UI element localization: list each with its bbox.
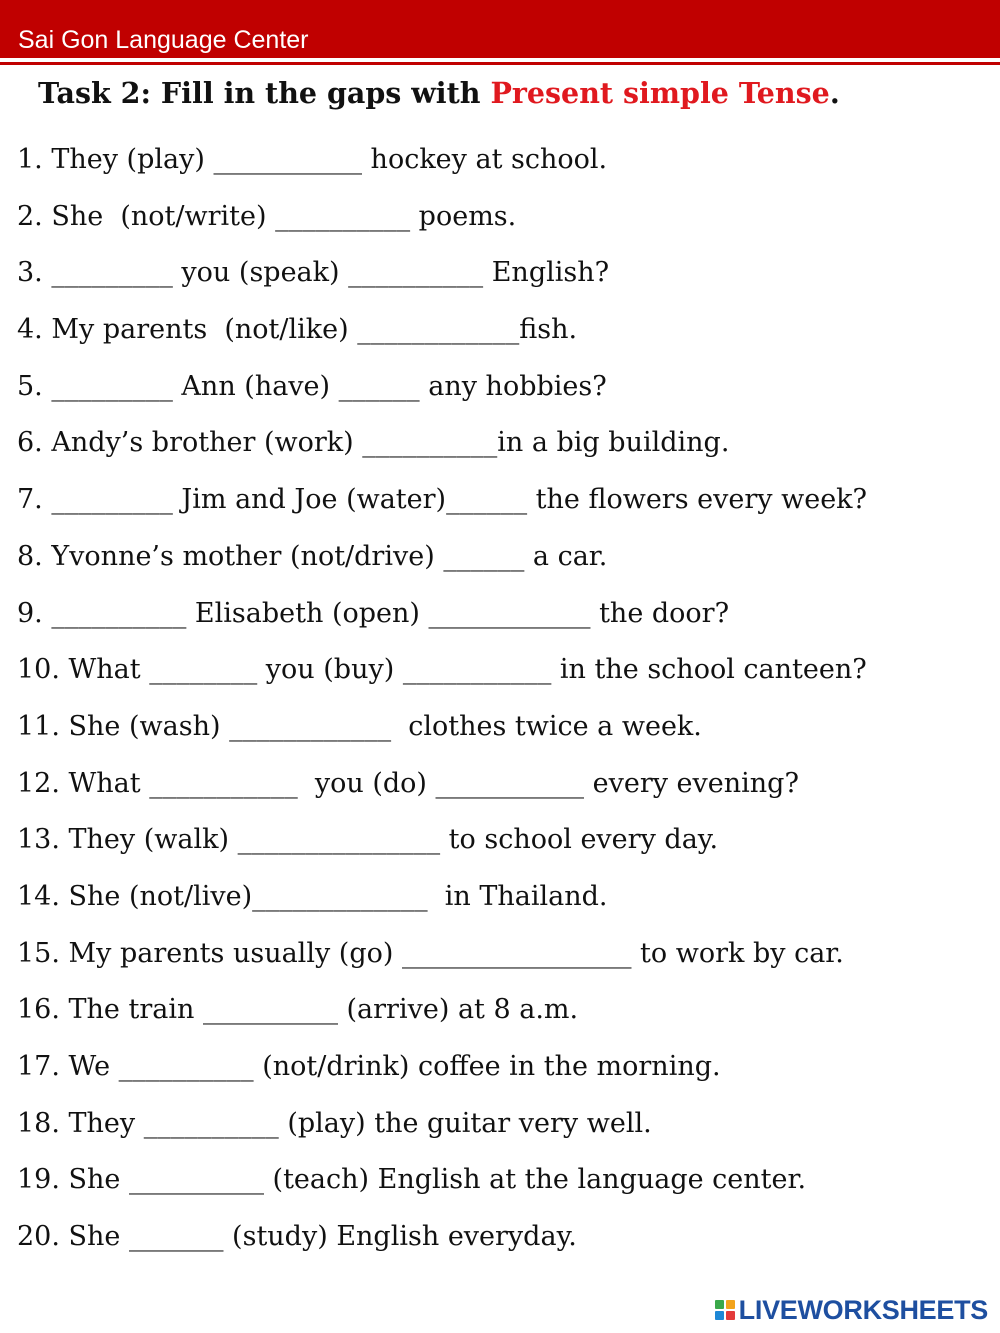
question-item: 6. Andy’s brother (work) __________in a big building.: [17, 427, 730, 459]
question-item: 11. She (wash) ____________ clothes twice a week.: [17, 710, 702, 742]
task-title-suffix: .: [829, 76, 840, 110]
liveworksheets-logo[interactable]: [715, 1295, 988, 1325]
liveworksheets-logo-icon: [715, 1300, 735, 1320]
header-rule: [0, 62, 1000, 65]
question-item: 17. We __________ (not/drink) coffee in the morning.: [17, 1051, 721, 1082]
task-title-highlight: Present simple Tense: [490, 76, 830, 110]
question-item: 18. They __________ (play) the guitar very well.: [17, 1107, 652, 1139]
logo-tile: [726, 1311, 735, 1320]
question-item: 19. She __________ (teach) English at the language center.: [17, 1164, 807, 1196]
logo-tile: [726, 1300, 735, 1309]
header-bar: [0, 0, 1000, 58]
task-title: [38, 76, 840, 110]
question-item: 16. The train __________ (arrive) at 8 a.m.: [17, 994, 579, 1026]
question-item: 1. They (play) ___________ hockey at school.: [17, 144, 608, 175]
question-list: [17, 138, 867, 1272]
task-title-prefix: Task 2: Fill in the gaps with: [38, 76, 491, 110]
question-item: 10. What ________ you (buy) ___________ in the school canteen?: [17, 654, 867, 686]
question-item: 5. _________ Ann (have) ______ any hobbies?: [17, 370, 607, 402]
question-item: 4. My parents (not/like) ____________fish.: [17, 314, 578, 346]
question-item: 8. Yvonne’s mother (not/drive) ______ a car.: [17, 540, 608, 572]
question-item: 9. __________ Elisabeth (open) ____________ the door?: [17, 597, 730, 629]
question-item: 14. She (not/live)_____________ in Thailand.: [17, 880, 608, 912]
question-item: 2. She (not/write) __________ poems.: [17, 200, 517, 232]
logo-tile: [715, 1300, 724, 1309]
header-title: Sai Gon Language Center: [18, 26, 309, 54]
question-item: 12. What ___________ you (do) ___________ every evening?: [17, 767, 799, 799]
question-item: 15. My parents usually (go) _________________ to work by car.: [17, 937, 844, 969]
question-item: 7. _________ Jim and Joe (water)______ the flowers every week?: [17, 484, 868, 516]
logo-text: LIVEWORKSHEETS: [738, 1294, 988, 1325]
question-item: 13. They (walk) _______________ to school every day.: [17, 824, 719, 856]
logo-tile: [715, 1311, 724, 1320]
question-item: 20. She _______ (study) English everyday.: [17, 1221, 577, 1253]
question-item: 3. _________ you (speak) __________ English?: [17, 257, 610, 289]
